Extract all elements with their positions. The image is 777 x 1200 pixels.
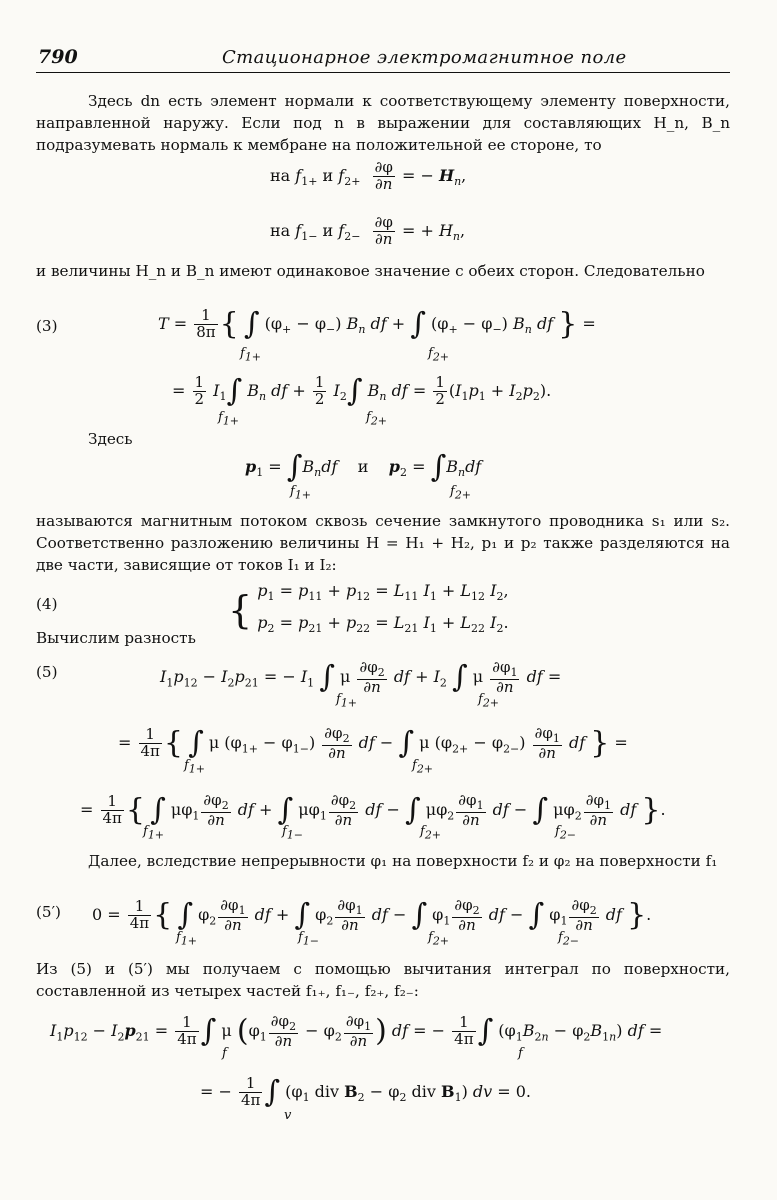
limit-f2plus-f: $f_{2+}$	[420, 824, 442, 842]
equation-boundary-1: на $f_{1+}$ и $f_{2+}$ $\frac{\partial\varphi}{\partial n}$ = − $H_n$,	[270, 158, 467, 193]
equation-5-line-1: $I_1p_{12} - I_2p_{21}$ = − $I_1$ ∫ μ $\frac{\partial\varphi_2}{\partial n}$ df + $I_2$ ∫ μ $\frac{\partial\varphi_1}{\partial n}$ df =	[160, 658, 562, 696]
paragraph-7-text: Из (5) и (5′) мы получаем с помощью вычитания интеграл по поверхности, составленной из четырех частей f₁₊, f₁₋, f₂₊, f₂₋:	[36, 960, 730, 1000]
paragraph-4-text: называются магнитным потоком сквозь сечение замкнутого проводника s₁ или s₂. Соответственно разложению величины H = H₁ + H₂, p₁ и p₂ также разделяются на две части, зависящие от токов I₁ и I₂:	[36, 512, 730, 574]
equation-label-5-prime: (5′)	[36, 903, 61, 921]
limit-f2plus-g: $f_{2+}$	[428, 930, 450, 948]
equation-5-line-2: = $\frac{1}{4\pi}$ { ∫ μ $(\varphi_{1+} - \varphi_{1-})$ $\frac{\partial\varphi_2}{\partial n}$ df − ∫ μ $(\varphi_{2+} - \varphi_{2-})$ $\frac{\partial\varphi_1}{\partial n}$ df } =	[118, 724, 628, 762]
limit-f2plus-b: $f_{2+}$	[366, 410, 388, 428]
limit-f1minus-f: $f_{1-}$	[282, 824, 304, 842]
paragraph-3-text: Здесь	[88, 430, 133, 448]
limit-f1minus-g: $f_{1-}$	[298, 930, 320, 948]
equation-label-5: (5)	[36, 663, 58, 681]
paragraph-1-text: Здесь dn есть элемент нормали к соответствующему элементу поверхности, направленной наружу. Если под n в выражении для составляющих H_n, B_n подразумевать нормаль к мембране на положительной ее стороне, то	[36, 92, 730, 154]
equation-boundary-2: на $f_{1-}$ и $f_{2-}$ $\frac{\partial\varphi}{\partial n}$ = + $H_n$,	[270, 213, 466, 248]
paragraph-2-text: и величины H_n и B_n имеют одинаковое значение с обеих сторон. Следовательно	[36, 262, 705, 280]
limit-f1plus-g: $f_{1+}$	[176, 930, 198, 948]
limit-f2plus-e: $f_{2+}$	[412, 758, 434, 776]
limit-f1plus-f: $f_{1+}$	[143, 824, 165, 842]
limit-f1plus-c: $f_{1+}$	[290, 484, 312, 502]
paragraph-3	[88, 428, 133, 450]
limit-v: v	[284, 1108, 292, 1123]
equation-final-line-1: $I_1p_{12} - I_2p_{21}$ = $\frac{1}{4\pi}$ ∫ μ ($\varphi_1$ $\frac{\partial\varphi_2}{\partial n}$ − $\varphi_2$ $\frac{\partial\varphi_1}{\partial n}$ ) df = − $\frac{1}{4\pi}$ ∫ $(\varphi_1B_{2n} - \varphi_2B_{1n})$ df =	[50, 1012, 663, 1050]
paragraph-6-text: Далее, вследствие непрерывности φ₁ на поверхности f₂ и φ₂ на поверхности f₁	[88, 852, 718, 870]
equation-final-line-2: = − $\frac{1}{4\pi}$ ∫ ($\varphi_1$ div $B_2 - \varphi_2$ div $B_1$) dv = 0.	[200, 1074, 532, 1110]
paragraph-4	[36, 510, 730, 576]
limit-f1plus-b: $f_{1+}$	[218, 410, 240, 428]
limit-f2minus-g: $f_{2-}$	[558, 930, 580, 948]
limit-f2plus-c: $f_{2+}$	[450, 484, 472, 502]
limit-f1plus-a: $f_{1+}$	[240, 346, 262, 364]
equation-5-line-3: = $\frac{1}{4\pi}$ { ∫ $\mu\varphi_1$ $\frac{\partial\varphi_2}{\partial n}$ df + ∫ $\mu\varphi_1$ $\frac{\partial\varphi_2}{\partial n}$ df − ∫ $\mu\varphi_2$ $\frac{\partial\varphi_1}{\partial n}$ df − ∫ $\mu\varphi_2$ $\frac{\partial\varphi_1}{\partial n}$ df }.	[80, 791, 666, 829]
paragraph-7	[36, 958, 730, 1002]
paragraph-6	[36, 850, 730, 872]
equation-flux: $p_1 = \int B_ndf$ и $p_2 = \int B_ndf$	[245, 449, 482, 485]
paragraph-5	[36, 627, 196, 649]
equation-label-4: (4)	[36, 595, 58, 613]
page-header	[36, 46, 730, 73]
paragraph-2	[36, 260, 730, 282]
equation-3-line-1: T = $\frac{1}{8\pi}$ { ∫ $(\varphi_+ - \varphi_-)$ $B_n$ df + ∫ $(\varphi_+ - \varphi_-)$ $B_n$ df } =	[158, 306, 596, 342]
limit-f2minus-f: $f_{2-}$	[555, 824, 577, 842]
limit-f-a: f	[222, 1046, 227, 1061]
equation-4: { $p_1 = p_{11} + p_{12} = L_{11}$ $I_1 + L_{12}$ $I_2$, $p_2 = p_{21} + p_{22} = L_{21}$ $I_1 + L_{22}$ $I_2$.	[228, 581, 509, 636]
paragraph-5-text: Вычислим разность	[36, 629, 196, 647]
limit-f2plus-a: $f_{2+}$	[428, 346, 450, 364]
equation-3-line-2: = $\frac{1}{2}$ $I_1\int$ $B_n$ df + $\frac{1}{2}$ $I_2\int$ $B_n$ df = $\frac{1}{2}$ $(I_1p_1 + I_2p_2)$.	[172, 373, 552, 409]
limit-f2plus-d: $f_{2+}$	[478, 692, 500, 710]
limit-f-b: f	[518, 1046, 523, 1061]
limit-f1plus-e: $f_{1+}$	[184, 758, 206, 776]
limit-f1plus-d: $f_{1+}$	[336, 692, 358, 710]
equation-label-3: (3)	[36, 317, 58, 335]
running-title: Стационарное электромагнитное поле	[222, 47, 627, 68]
paragraph-1	[36, 90, 730, 156]
equation-5-prime: 0 = $\frac{1}{4\pi}$ { ∫ $\varphi_2$ $\frac{\partial\varphi_1}{\partial n}$ df + ∫ $\varphi_2$ $\frac{\partial\varphi_1}{\partial n}$ df − ∫ $\varphi_1$ $\frac{\partial\varphi_2}{\partial n}$ df − ∫ $\varphi_1$ $\frac{\partial\varphi_2}{\partial n}$ df }.	[92, 896, 652, 934]
page-number: 790	[38, 46, 78, 68]
